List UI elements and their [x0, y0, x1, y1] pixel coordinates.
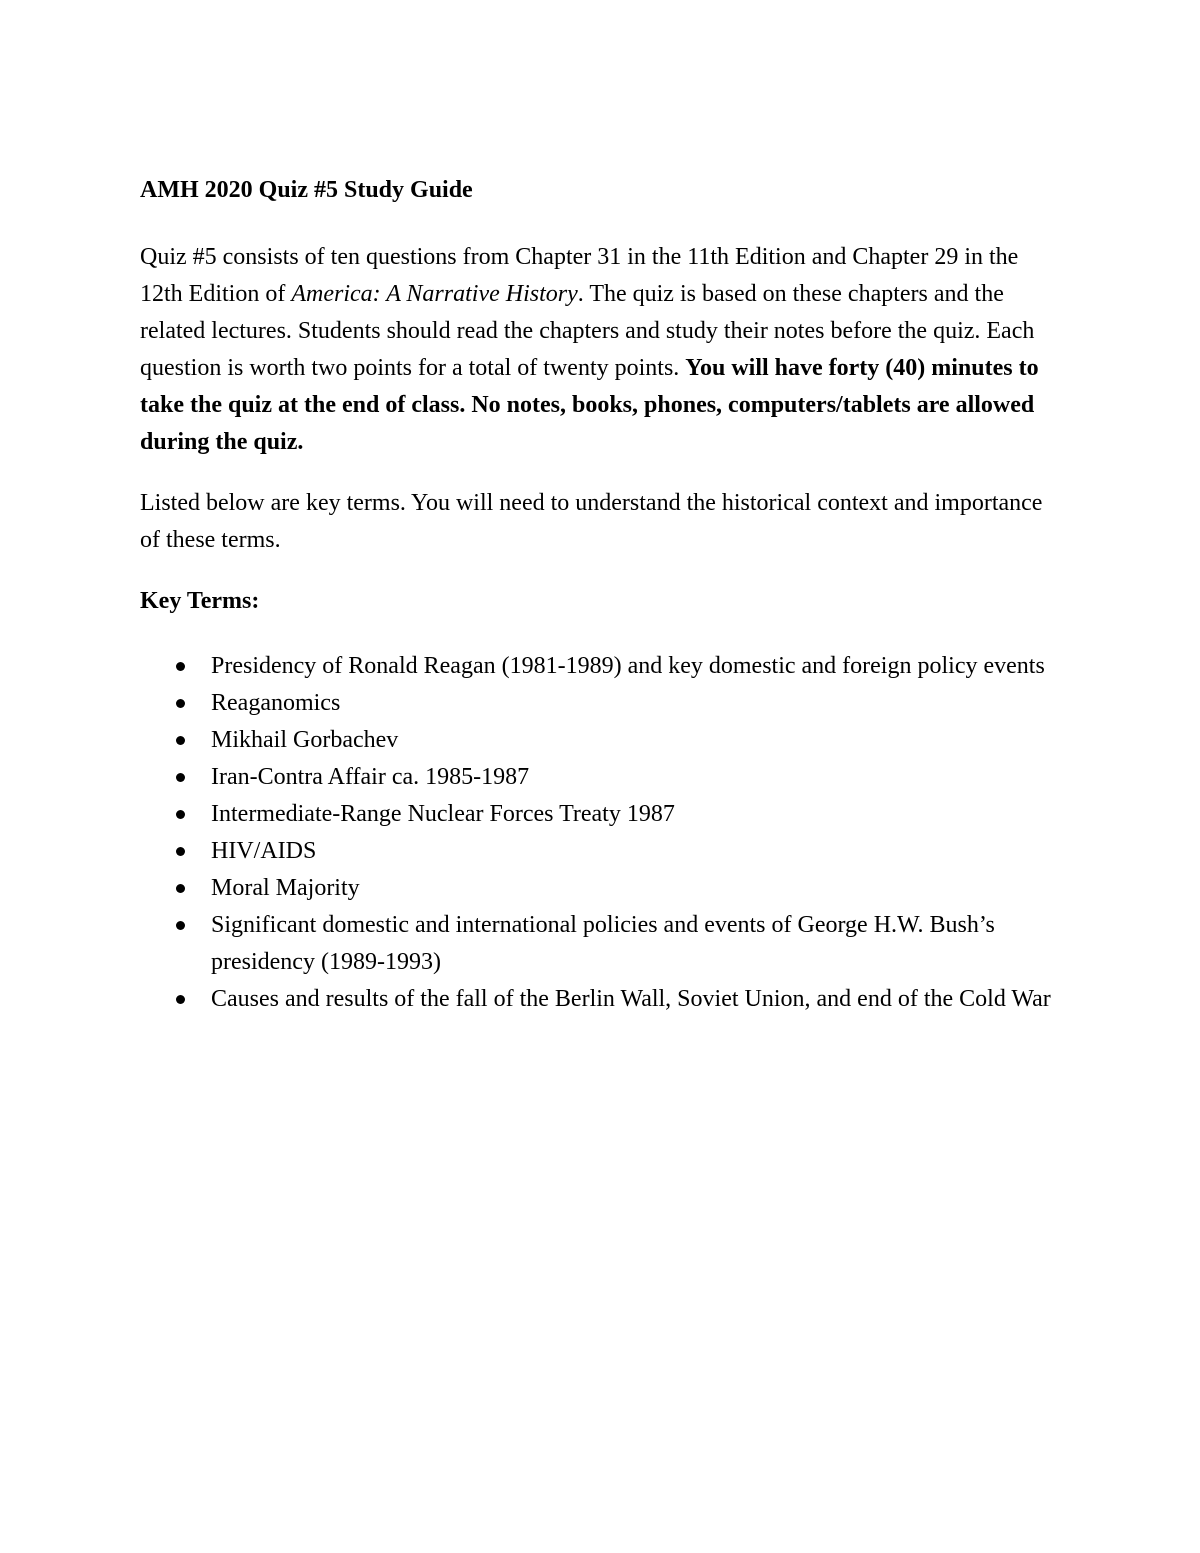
- bullet-icon: [176, 773, 185, 782]
- key-terms-list: [140, 648, 1060, 1018]
- list-item: [140, 685, 1060, 722]
- key-terms-heading: Key Terms:: [140, 588, 260, 614]
- key-term-text: Reaganomics: [211, 690, 341, 716]
- document-title: AMH 2020 Quiz #5 Study Guide: [140, 177, 473, 203]
- bullet-icon: [176, 736, 185, 745]
- list-item: [140, 870, 1060, 907]
- quiz-rules: You will have forty (40) minutes to take the quiz at the end of class. No notes, books, phones, computers/tablets are allowed during the quiz.: [140, 355, 1039, 455]
- bullet-icon: [176, 995, 185, 1004]
- book-title: America: A Narrative History: [291, 281, 578, 307]
- key-term-text: Presidency of Ronald Reagan (1981-1989) and key domestic and foreign policy events: [211, 653, 1045, 679]
- key-term-text: Causes and results of the fall of the Berlin Wall, Soviet Union, and end of the Cold War: [211, 986, 1051, 1012]
- key-term-text: Significant domestic and international policies and events of George H.W. Bush’s presidency (1989-1993): [211, 912, 995, 975]
- list-item: [140, 981, 1060, 1018]
- bullet-icon: [176, 699, 185, 708]
- intro-text-part1: Quiz #5 consists of ten questions from Chapter 31 in the 11th Edition and Chapter 29 in the 12th Edition of: [140, 244, 1019, 307]
- key-term-text: Mikhail Gorbachev: [211, 727, 399, 753]
- key-term-text: HIV/AIDS: [211, 838, 317, 864]
- document-page: [140, 172, 1060, 1018]
- list-item: [140, 833, 1060, 870]
- key-term-text: Iran-Contra Affair ca. 1985-1987: [211, 764, 530, 790]
- bullet-icon: [176, 921, 185, 930]
- listing-paragraph: Listed below are key terms. You will need to understand the historical context and importance of these terms.: [140, 490, 1043, 553]
- key-term-text: Intermediate-Range Nuclear Forces Treaty 1987: [211, 801, 675, 827]
- bullet-icon: [176, 884, 185, 893]
- key-term-text: Moral Majority: [211, 875, 360, 901]
- list-item: [140, 648, 1060, 685]
- intro-paragraph: [140, 239, 1060, 461]
- bullet-icon: [176, 847, 185, 856]
- bullet-icon: [176, 810, 185, 819]
- list-item: [140, 796, 1060, 833]
- intro-text-part2: . The quiz is based on these chapters and the related lectures. Students should read the chapters and study their notes before the quiz. Each question is worth two points for a total of twenty points.: [140, 281, 1035, 381]
- list-item: [140, 722, 1060, 759]
- bullet-icon: [176, 662, 185, 671]
- list-item: [140, 759, 1060, 796]
- list-item: [140, 907, 1060, 981]
